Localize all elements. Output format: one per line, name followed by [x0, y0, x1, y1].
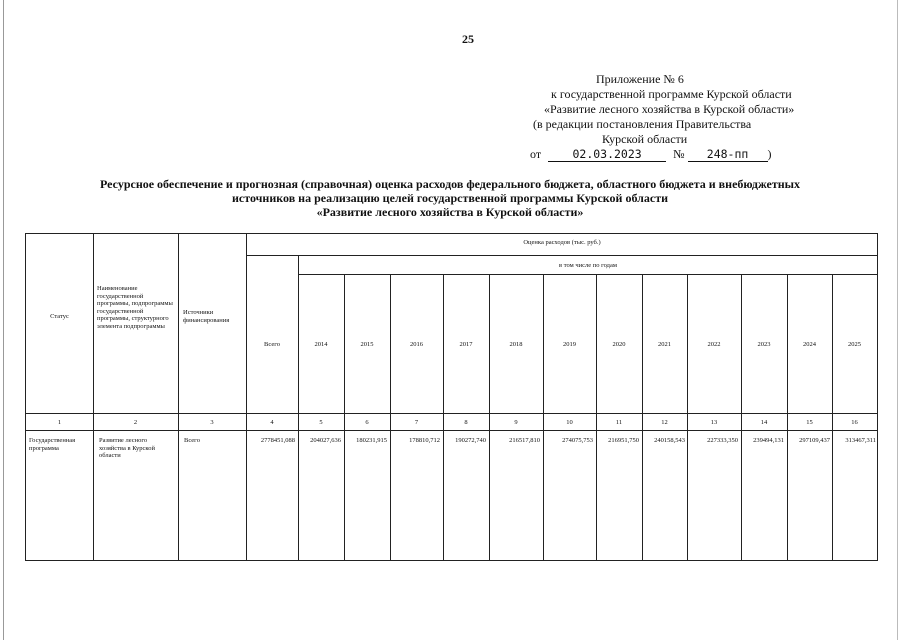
column-number: 15 [806, 419, 813, 426]
page-edge-right [897, 0, 898, 640]
column-number: 11 [615, 419, 623, 426]
row-value: 227333,350 [707, 437, 738, 444]
header-estimate: Оценка расходов (тыс. руб.) [523, 239, 601, 246]
row-value: 190272,740 [455, 437, 486, 444]
row-total: 2778451,088 [260, 437, 295, 444]
decree-number: 248-пп [688, 147, 768, 162]
column-number: 6 [365, 419, 369, 426]
header-year: 2025 [848, 341, 861, 348]
header-year: 2019 [563, 341, 576, 348]
column-number: 5 [319, 419, 323, 426]
column-number: 16 [851, 419, 858, 426]
appendix-region: Курской области [602, 132, 688, 146]
row-name: Развитие лесного хозяйства в Курской области [99, 437, 155, 459]
row-value: 178810,712 [409, 437, 440, 444]
header-total: Всего [264, 341, 280, 348]
header-year: 2016 [410, 341, 423, 348]
header-name: Наименование государственной программы, подпрограммы государственной программы, структурного элемента подпрограммы [97, 285, 173, 330]
title-line-2: источников на реализацию целей государственной программы Курской области [231, 191, 669, 205]
header-year: 2024 [803, 341, 816, 348]
column-number: 14 [760, 419, 768, 426]
appendix-title: Приложение № 6 [596, 72, 684, 86]
appendix-date-line [530, 147, 772, 162]
column-number: 1 [57, 419, 62, 426]
header-status: Статус [50, 313, 69, 320]
decree-date: 02.03.2023 [548, 147, 666, 162]
header-year: 2023 [757, 341, 771, 348]
header-year: 2014 [314, 341, 328, 348]
header-year: 2017 [459, 341, 473, 348]
row-value: 297109,437 [799, 437, 830, 444]
column-number: 9 [514, 419, 518, 426]
column-number: 8 [464, 419, 468, 426]
page-edge-left [3, 0, 4, 640]
row-value: 204027,636 [310, 437, 341, 444]
title-line-3: «Развитие лесного хозяйства в Курской области» [316, 205, 584, 219]
column-number: 13 [710, 419, 718, 426]
row-value: 180231,915 [356, 437, 387, 444]
page-number: 25 [462, 32, 474, 46]
row-source: Всего [184, 437, 200, 444]
header-year: 2021 [658, 341, 671, 348]
row-status: Государственная программа [29, 437, 76, 452]
row-value: 216517,810 [509, 437, 540, 444]
appendix-program-name: «Развитие лесного хозяйства в Курской области» [544, 102, 795, 116]
header-sources: Источники финансирования [183, 309, 230, 324]
row-value: 240158,543 [654, 437, 685, 444]
row-value: 239494,131 [753, 437, 784, 444]
appendix-program-ref: к государственной программе Курской области [551, 87, 792, 101]
resource-table [25, 233, 878, 561]
header-year: 2020 [612, 341, 626, 348]
header-year: 2022 [707, 341, 721, 348]
title-line-1: Ресурсное обеспечение и прогнозная (справочная) оценка расходов федерального бюджета, областного бюджета и внебюджетных [100, 177, 800, 191]
appendix-edition: (в редакции постановления Правительства [533, 117, 752, 131]
closing-paren: ) [767, 147, 772, 161]
column-number: 3 [210, 419, 214, 426]
row-value: 274075,753 [562, 437, 593, 444]
column-number: 7 [414, 419, 419, 426]
header-year: 2018 [509, 341, 523, 348]
header-by-years: в том числе по годам [559, 262, 617, 269]
column-number: 10 [566, 419, 573, 426]
row-value: 216951,750 [608, 437, 639, 444]
date-prefix: от [530, 147, 542, 161]
row-value: 313467,311 [845, 437, 876, 444]
column-number: 2 [133, 419, 138, 426]
header-year: 2015 [360, 341, 374, 348]
number-prefix: № [673, 147, 685, 161]
column-number: 12 [661, 419, 668, 426]
column-number: 4 [270, 419, 274, 426]
